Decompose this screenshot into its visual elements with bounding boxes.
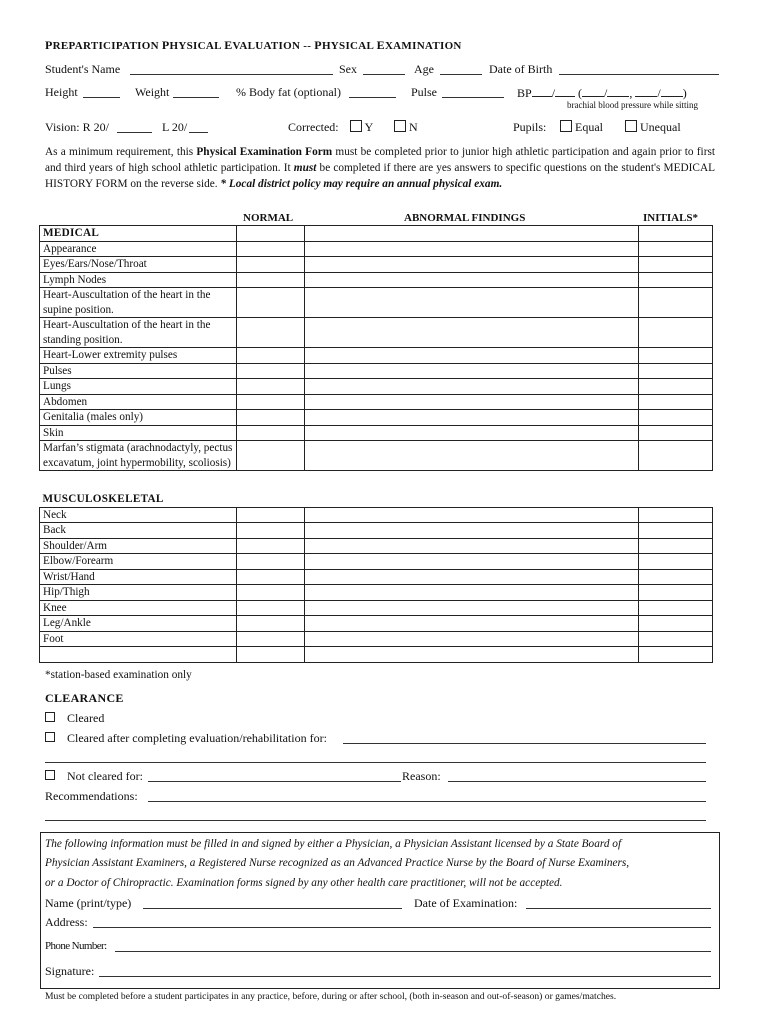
footer-note: Must be completed before a student participates in any practice, before, during or after school, (both in-season and out-of-season) or games/matches. xyxy=(45,991,617,1002)
initials-cell[interactable] xyxy=(639,410,713,426)
not-cleared-label: Not cleared for: xyxy=(67,769,143,783)
bp-comma: , xyxy=(629,86,633,100)
address-field[interactable] xyxy=(93,927,711,928)
initials-cell[interactable] xyxy=(639,318,713,348)
initials-cell[interactable] xyxy=(639,288,713,318)
cleared-after-checkbox[interactable] xyxy=(45,732,55,742)
abnormal-cell[interactable] xyxy=(304,272,638,288)
pulse-field[interactable] xyxy=(442,97,504,98)
practitioner-notice-line-2: Physician Assistant Examiners, a Registered Nurse recognized as an Advanced Practice Nurse by the Board of Nurse Examiners, xyxy=(45,857,630,869)
table-row xyxy=(40,585,713,601)
exam-item-label: Knee xyxy=(40,600,237,616)
table-row xyxy=(40,523,713,539)
corrected-yes-checkbox[interactable] xyxy=(350,120,362,132)
normal-cell[interactable] xyxy=(236,585,304,601)
exam-item-label: Lymph Nodes xyxy=(40,272,237,288)
table-row xyxy=(40,379,713,395)
col-header-abnormal: ABNORMAL FINDINGS xyxy=(404,212,526,224)
cleared-checkbox[interactable] xyxy=(45,712,55,722)
normal-cell[interactable] xyxy=(236,523,304,539)
pupils-equal-label: Equal xyxy=(575,120,603,134)
phone-field[interactable] xyxy=(115,951,711,952)
abnormal-cell[interactable] xyxy=(304,569,638,585)
abnormal-cell[interactable] xyxy=(304,410,638,426)
initials-cell[interactable] xyxy=(639,523,713,539)
abnormal-cell[interactable] xyxy=(304,241,638,257)
bp-repeat-2-diastolic-field[interactable] xyxy=(661,85,683,97)
pulse-label: Pulse xyxy=(411,85,438,99)
initials-cell[interactable] xyxy=(639,272,713,288)
normal-cell[interactable] xyxy=(236,241,304,257)
normal-cell[interactable] xyxy=(236,631,304,647)
table-row xyxy=(40,492,713,507)
abnormal-cell[interactable] xyxy=(304,523,638,539)
musculoskeletal-table xyxy=(39,492,713,663)
col-header-normal: NORMAL xyxy=(243,212,294,224)
exam-item-label: Neck xyxy=(40,507,237,523)
height-label: Height xyxy=(45,85,78,99)
bp-note: brachial blood pressure while sitting xyxy=(567,100,698,110)
exam-date-label: Date of Examination: xyxy=(414,896,518,910)
table-row xyxy=(40,394,713,410)
normal-cell[interactable] xyxy=(236,257,304,273)
normal-cell[interactable] xyxy=(236,538,304,554)
initials-cell[interactable] xyxy=(639,507,713,523)
not-cleared-field[interactable] xyxy=(148,781,401,782)
normal-cell[interactable] xyxy=(236,616,304,632)
normal-cell[interactable] xyxy=(236,226,304,242)
weight-field[interactable] xyxy=(173,97,219,98)
practitioner-name-label: Name (print/type) xyxy=(45,896,132,910)
initials-cell[interactable] xyxy=(639,241,713,257)
initials-cell[interactable] xyxy=(639,600,713,616)
body-fat-label: % Body fat (optional) xyxy=(236,85,341,99)
exam-item-label: Elbow/Forearm xyxy=(40,554,237,570)
exam-item-label: Wrist/Hand xyxy=(40,569,237,585)
bp-paren-close: ) xyxy=(682,86,687,100)
exam-item-label: Pulses xyxy=(40,363,237,379)
exam-item-label: Skin xyxy=(40,425,237,441)
initials-cell[interactable] xyxy=(639,425,713,441)
table-row xyxy=(40,226,713,242)
exam-date-field[interactable] xyxy=(526,908,711,909)
exam-item-label: Abdomen xyxy=(40,394,237,410)
abnormal-cell[interactable] xyxy=(304,538,638,554)
practitioner-box xyxy=(40,832,720,989)
normal-cell[interactable] xyxy=(236,441,304,471)
bp-slash: / xyxy=(551,86,556,100)
age-label: Age xyxy=(414,62,434,76)
exam-item-label: Heart-Auscultation of the heart in the standing position. xyxy=(40,318,237,348)
bp-diastolic-field[interactable] xyxy=(555,85,575,97)
student-name-label: Student's Name xyxy=(45,62,121,76)
abnormal-cell[interactable] xyxy=(304,348,638,364)
bp-paren-open: ( xyxy=(578,86,583,100)
initials-cell[interactable] xyxy=(639,348,713,364)
exam-item-label: Genitalia (males only) xyxy=(40,410,237,426)
practitioner-name-field[interactable] xyxy=(143,908,402,909)
exam-item-label: Lungs xyxy=(40,379,237,395)
exam-item-label: Eyes/Ears/Nose/Throat xyxy=(40,257,237,273)
abnormal-cell[interactable] xyxy=(304,554,638,570)
signature-field[interactable] xyxy=(99,976,711,977)
vision-right-label: Vision: R 20/ xyxy=(45,120,109,134)
abnormal-cell[interactable] xyxy=(304,288,638,318)
table-row xyxy=(40,257,713,273)
student-name-row xyxy=(45,62,120,77)
clearance-title: CLEARANCE xyxy=(45,691,124,705)
body-fat-field[interactable] xyxy=(349,97,396,98)
bp-label: BP xyxy=(517,86,532,100)
normal-cell[interactable] xyxy=(236,272,304,288)
cleared-after-field-line-2[interactable] xyxy=(45,762,706,763)
recommendations-field-line-2[interactable] xyxy=(45,820,706,821)
practitioner-notice-line-3: or a Doctor of Chiropractic. Examination forms signed by any other health care practitioner, will not be accepted. xyxy=(45,877,563,889)
exam-item-label: Heart-Auscultation of the heart in the supine position. xyxy=(40,288,237,318)
medical-table xyxy=(39,225,713,471)
normal-cell[interactable] xyxy=(236,363,304,379)
age-field[interactable] xyxy=(440,74,482,75)
form-title: PREPARTICIPATION PHYSICAL EVALUATION -- PHYSICAL EXAMINATION xyxy=(45,38,462,52)
musculoskeletal-section-header: MUSCULOSKELETAL xyxy=(42,493,164,505)
normal-cell[interactable] xyxy=(236,507,304,523)
initials-cell[interactable] xyxy=(639,647,713,663)
initials-cell[interactable] xyxy=(639,394,713,410)
exam-item-label: Hip/Thigh xyxy=(40,585,237,601)
address-label: Address: xyxy=(45,915,88,929)
abnormal-cell[interactable] xyxy=(304,441,638,471)
table-row xyxy=(40,272,713,288)
signature-label: Signature: xyxy=(45,964,95,978)
normal-cell[interactable] xyxy=(236,410,304,426)
normal-cell[interactable] xyxy=(236,647,304,663)
not-cleared-checkbox[interactable] xyxy=(45,770,55,780)
table-row xyxy=(40,348,713,364)
initials-cell[interactable] xyxy=(639,441,713,471)
initials-cell[interactable] xyxy=(639,616,713,632)
normal-cell[interactable] xyxy=(236,554,304,570)
corrected-yes-label: Y xyxy=(364,120,374,134)
table-row xyxy=(40,410,713,426)
bp-systolic-field[interactable] xyxy=(532,85,552,97)
abnormal-cell[interactable] xyxy=(304,379,638,395)
table-row xyxy=(40,441,713,471)
abnormal-cell[interactable] xyxy=(304,600,638,616)
station-note: *station-based examination only xyxy=(45,669,192,681)
initials-cell[interactable] xyxy=(639,257,713,273)
initials-cell[interactable] xyxy=(639,585,713,601)
table-row xyxy=(40,538,713,554)
cleared-after-label: Cleared after completing evaluation/rehabilitation for: xyxy=(67,731,327,745)
abnormal-cell[interactable] xyxy=(304,363,638,379)
initials-cell[interactable] xyxy=(639,363,713,379)
bp-repeat-2-systolic-field[interactable] xyxy=(635,85,657,97)
vision-right-field[interactable] xyxy=(117,132,152,133)
normal-cell[interactable] xyxy=(236,348,304,364)
abnormal-cell[interactable] xyxy=(304,394,638,410)
exam-item-label: Shoulder/Arm xyxy=(40,538,237,554)
abnormal-cell[interactable] xyxy=(304,616,638,632)
sex-label: Sex xyxy=(339,62,357,76)
initials-cell[interactable] xyxy=(639,631,713,647)
practitioner-notice-line-1: The following information must be filled in and signed by either a Physician, a Physician Assistant licensed by a State Board of xyxy=(45,838,622,850)
bp-repeat-1-systolic-field[interactable] xyxy=(582,85,604,97)
exam-item-label: Marfan’s stigmata (arachnodactyly, pectus excavatum, joint hypermobility, scoliosis) xyxy=(40,441,237,471)
table-row xyxy=(40,647,713,663)
table-row xyxy=(40,241,713,257)
cleared-after-field[interactable] xyxy=(343,743,706,744)
abnormal-cell[interactable] xyxy=(304,647,638,663)
bp-slash-3: / xyxy=(657,86,661,100)
normal-cell[interactable] xyxy=(236,318,304,348)
dob-field[interactable] xyxy=(559,74,719,75)
recommendations-field[interactable] xyxy=(148,801,706,802)
table-row xyxy=(40,288,713,318)
height-field[interactable] xyxy=(83,97,120,98)
table-row xyxy=(40,507,713,523)
bp-repeat-1-diastolic-field[interactable] xyxy=(607,85,629,97)
cleared-label: Cleared xyxy=(67,711,105,725)
recommendations-label: Recommendations: xyxy=(45,789,138,803)
table-row xyxy=(40,600,713,616)
dob-label: Date of Birth xyxy=(489,62,553,76)
bp-slash-2: / xyxy=(604,86,608,100)
normal-cell[interactable] xyxy=(236,379,304,395)
exam-item-label: Foot xyxy=(40,631,237,647)
abnormal-cell[interactable] xyxy=(304,318,638,348)
abnormal-cell[interactable] xyxy=(304,585,638,601)
exam-item-label: Heart-Lower extremity pulses xyxy=(40,348,237,364)
table-row xyxy=(40,569,713,585)
corrected-label: Corrected: xyxy=(288,120,339,134)
normal-cell[interactable] xyxy=(236,569,304,585)
initials-cell[interactable] xyxy=(639,379,713,395)
exam-item-label: Leg/Ankle xyxy=(40,616,237,632)
abnormal-cell[interactable] xyxy=(304,507,638,523)
reason-label: Reason: xyxy=(402,769,441,783)
bp-group xyxy=(517,85,687,101)
phone-label: Phone Number: xyxy=(45,940,107,952)
abnormal-cell[interactable] xyxy=(304,257,638,273)
pupils-unequal-checkbox[interactable] xyxy=(625,120,637,132)
normal-cell[interactable] xyxy=(236,394,304,410)
initials-cell[interactable] xyxy=(639,569,713,585)
initials-cell[interactable] xyxy=(639,226,713,242)
reason-field[interactable] xyxy=(448,781,706,782)
initials-cell[interactable] xyxy=(639,538,713,554)
corrected-no-label: N xyxy=(409,120,418,134)
normal-cell[interactable] xyxy=(236,425,304,441)
col-header-initials: INITIALS* xyxy=(643,212,699,224)
normal-cell[interactable] xyxy=(236,600,304,616)
table-row xyxy=(40,631,713,647)
vision-left-label: L 20/ xyxy=(162,120,188,134)
intro-paragraph: As a minimum requirement, this Physical Examination Form must be completed prior to junior high athletic participation and again prior to first and third years of high school athletic participation. It must be completed if there are yes answers to specific questions on the student's MEDICAL HISTORY FORM on the reverse side. * Local district policy may require an annual physical exam. xyxy=(45,146,716,190)
pupils-label: Pupils: xyxy=(513,120,547,134)
normal-cell[interactable] xyxy=(236,288,304,318)
medical-section-header: MEDICAL xyxy=(40,226,237,242)
abnormal-cell[interactable] xyxy=(304,425,638,441)
table-row xyxy=(40,363,713,379)
table-row xyxy=(40,554,713,570)
table-row xyxy=(40,425,713,441)
table-row xyxy=(40,318,713,348)
abnormal-cell[interactable] xyxy=(304,226,638,242)
abnormal-cell[interactable] xyxy=(304,631,638,647)
student-name-field[interactable] xyxy=(130,74,333,75)
sex-field[interactable] xyxy=(363,74,405,75)
exam-item-label xyxy=(40,647,237,663)
weight-label: Weight xyxy=(135,85,170,99)
initials-cell[interactable] xyxy=(639,554,713,570)
exam-item-label: Appearance xyxy=(40,241,237,257)
pupils-equal-checkbox[interactable] xyxy=(560,120,572,132)
pupils-unequal-label: Unequal xyxy=(640,120,681,134)
exam-item-label: Back xyxy=(40,523,237,539)
corrected-no-checkbox[interactable] xyxy=(394,120,406,132)
table-row xyxy=(40,616,713,632)
vision-left-field[interactable] xyxy=(189,132,208,133)
